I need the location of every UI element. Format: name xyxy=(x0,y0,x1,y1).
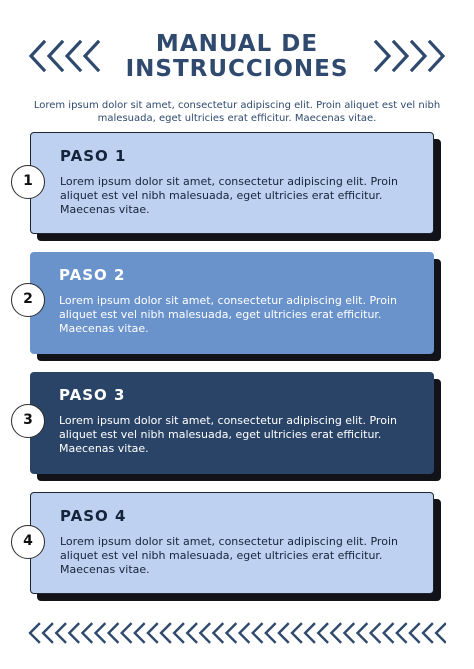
step-card-2 xyxy=(30,252,434,354)
step-card-1 xyxy=(30,132,434,234)
page-title-line-2: INSTRUCCIONES xyxy=(125,56,349,82)
step-number-badge-3: 3 xyxy=(11,404,45,438)
step-number-badge-2: 2 xyxy=(11,283,45,317)
chevron-left-row-icon xyxy=(28,622,446,644)
step-text: Lorem ipsum dolor sit amet, consectetur adipiscing elit. Proin aliquet est vel nibh malesuada, eget ultricies erat efficitur. Maecenas vitae. xyxy=(59,294,397,335)
step-title: PASO 2 xyxy=(59,266,126,284)
chevron-right-row-icon xyxy=(366,40,446,72)
step-card-4 xyxy=(30,492,434,594)
step-text: Lorem ipsum dolor sit amet, consectetur adipiscing elit. Proin aliquet est vel nibh malesuada, eget ultricies erat efficitur. Maecenas vitae. xyxy=(60,175,398,216)
step-title: PASO 4 xyxy=(60,507,127,525)
step-number-badge-1: 1 xyxy=(11,165,45,199)
page-title-line-1: MANUAL DE xyxy=(155,31,319,57)
step-card-3 xyxy=(30,372,434,474)
step-title: PASO 1 xyxy=(60,147,127,165)
intro-text: Lorem ipsum dolor sit amet, consectetur adipiscing elit. Proin aliquet est vel nibh malesuada, eget ultricies erat efficitur. Maecenas vitae. xyxy=(33,100,441,124)
step-text: Lorem ipsum dolor sit amet, consectetur adipiscing elit. Proin aliquet est vel nibh malesuada, eget ultricies erat efficitur. Maecenas vitae. xyxy=(59,414,397,455)
step-text: Lorem ipsum dolor sit amet, consectetur adipiscing elit. Proin aliquet est vel nibh malesuada, eget ultricies erat efficitur. Maecenas vitae. xyxy=(60,535,398,576)
step-title: PASO 3 xyxy=(59,386,126,404)
step-number-badge-4: 4 xyxy=(11,525,45,559)
